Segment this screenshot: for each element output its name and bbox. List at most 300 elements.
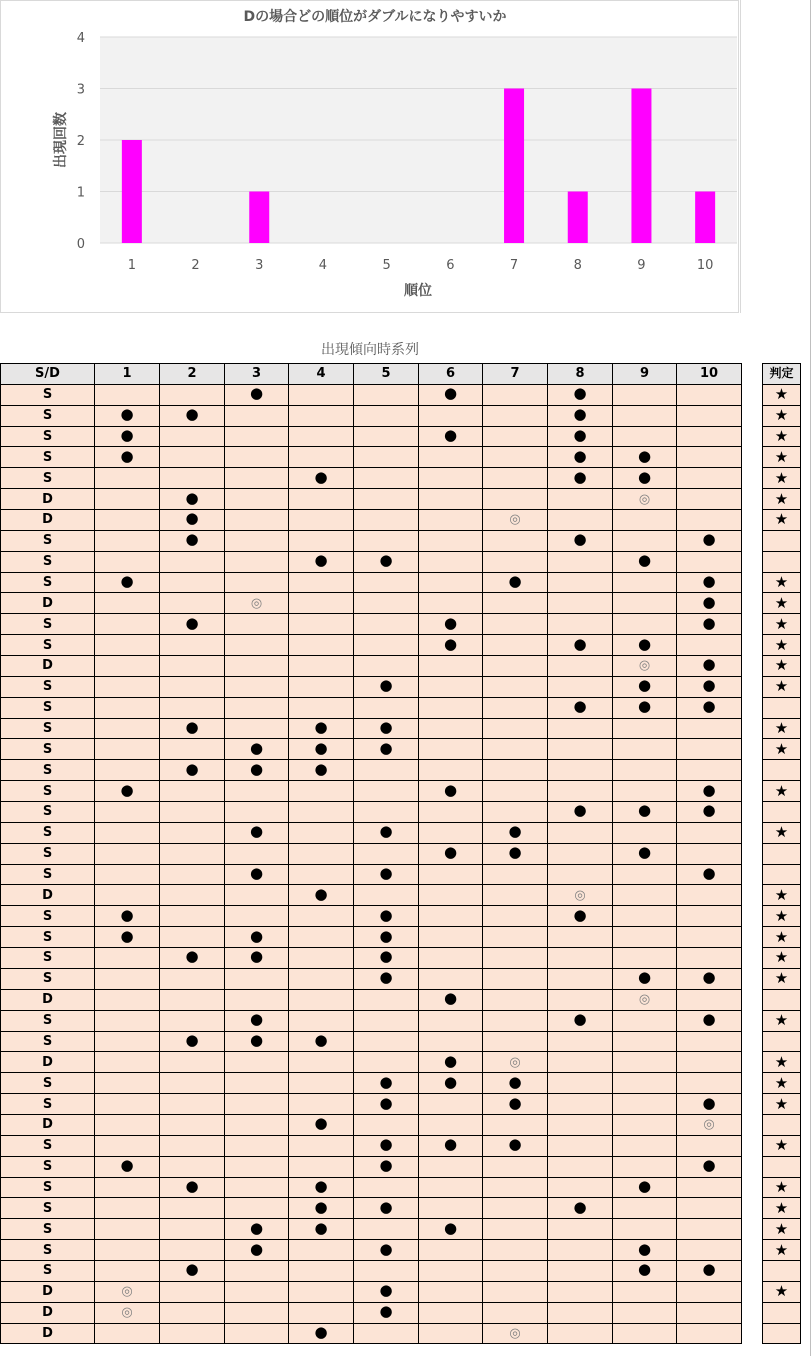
star-icon: ★: [774, 1198, 789, 1217]
header-rank: 9: [613, 364, 677, 385]
rank-cell: [225, 864, 289, 885]
table-row: [1, 656, 742, 677]
rank-cell: [225, 1094, 289, 1115]
rank-cell: [548, 656, 613, 677]
rank-cell: [225, 1219, 289, 1240]
dot-mark: ●: [249, 738, 264, 757]
rank-cell: [483, 968, 548, 989]
dot-mark: ●: [573, 530, 587, 549]
rank-cell: [613, 1052, 677, 1073]
header-rank: 6: [419, 364, 483, 385]
rank-cell: [613, 489, 677, 510]
rank-cell: [289, 1281, 354, 1302]
dot-mark: ●: [637, 801, 652, 820]
dot-mark: ●: [573, 634, 587, 653]
rank-cell: [225, 1135, 289, 1156]
header-rank: 10: [677, 364, 742, 385]
rank-cell: [419, 1052, 483, 1073]
star-icon: ★: [774, 677, 789, 696]
sd-cell: D: [1, 510, 95, 531]
rank-cell: [483, 510, 548, 531]
dot-mark: ●: [249, 864, 264, 883]
rank-cell: [419, 426, 483, 447]
rank-cell: [95, 510, 160, 531]
rank-cell: [677, 906, 742, 927]
sd-cell: S: [1, 781, 95, 802]
star-icon: ★: [774, 385, 789, 404]
star-icon: ★: [774, 593, 789, 612]
rank-cell: [225, 1240, 289, 1261]
chart-title: Dの場合どの順位がダブルになりやすいか: [243, 9, 507, 25]
rank-cell: [354, 1156, 419, 1177]
rank-cell: [483, 593, 548, 614]
rank-cell: [354, 1281, 419, 1302]
rank-cell: [613, 1031, 677, 1052]
rank-cell: [225, 885, 289, 906]
rank-cell: [677, 530, 742, 551]
rank-cell: [613, 760, 677, 781]
rank-cell: [354, 802, 419, 823]
rank-cell: [225, 822, 289, 843]
table-row: [1, 1094, 742, 1115]
dot-mark: ●: [702, 592, 716, 611]
rank-cell: [419, 593, 483, 614]
rank-cell: [289, 614, 354, 635]
rank-cell: [354, 968, 419, 989]
rank-cell: [419, 864, 483, 885]
x-tick-label: 8: [573, 258, 582, 273]
sd-cell: S: [1, 1177, 95, 1198]
sd-cell: S: [1, 718, 95, 739]
rank-cell: [677, 885, 742, 906]
rank-cell: [289, 1052, 354, 1073]
table-row: [1, 1219, 742, 1240]
table-row: [1, 718, 742, 739]
rank-cell: [225, 405, 289, 426]
rank-cell: [354, 927, 419, 948]
star-icon: ★: [774, 1240, 789, 1259]
rank-cell: [483, 551, 548, 572]
rank-cell: [483, 739, 548, 760]
rank-cell: [419, 1302, 483, 1323]
dot-mark: ●: [314, 718, 328, 737]
table-row: [1, 1073, 742, 1094]
rank-cell: [225, 989, 289, 1010]
rank-cell: [419, 781, 483, 802]
rank-cell: [95, 384, 160, 405]
rank-cell: [483, 1219, 548, 1240]
star-icon: ★: [774, 1052, 789, 1071]
rank-cell: [289, 426, 354, 447]
sd-cell: S: [1, 530, 95, 551]
rank-cell: [548, 447, 613, 468]
rank-cell: [613, 1281, 677, 1302]
star-icon: ★: [774, 781, 789, 800]
rank-cell: [160, 1052, 225, 1073]
rank-cell: [548, 1094, 613, 1115]
dot-mark: ●: [508, 1135, 522, 1154]
rank-cell: [289, 739, 354, 760]
star-icon: ★: [774, 510, 789, 529]
rank-cell: [95, 843, 160, 864]
rank-cell: [483, 447, 548, 468]
table-row: [1, 864, 742, 885]
dot-mark: ●: [120, 926, 134, 945]
rank-cell: [289, 885, 354, 906]
rank-cell: [354, 739, 419, 760]
rank-cell: [613, 676, 677, 697]
sd-cell: S: [1, 822, 95, 843]
judge-cell: [763, 551, 801, 572]
rank-cell: [95, 697, 160, 718]
rank-cell: [483, 426, 548, 447]
dot-mark: ●: [379, 718, 393, 737]
rank-cell: [613, 927, 677, 948]
judge-cell: [763, 530, 801, 551]
sd-cell: D: [1, 489, 95, 510]
table-row: [1, 426, 742, 447]
dot-mark: ●: [637, 446, 652, 465]
rank-cell: [354, 676, 419, 697]
double-mark: ◎: [250, 595, 263, 611]
rank-cell: [419, 697, 483, 718]
rank-cell: [95, 760, 160, 781]
rank-cell: [483, 1260, 548, 1281]
rank-cell: [354, 718, 419, 739]
rank-cell: [548, 1219, 613, 1240]
rank-cell: [613, 384, 677, 405]
rank-cell: [160, 384, 225, 405]
rank-cell: [548, 1073, 613, 1094]
dot-mark: ●: [379, 1072, 393, 1091]
judge-cell: [763, 781, 801, 802]
dot-mark: ●: [185, 1260, 199, 1279]
dot-mark: ●: [702, 572, 716, 591]
rank-cell: [225, 1281, 289, 1302]
rank-cell: [95, 426, 160, 447]
y-tick-label: 2: [76, 134, 85, 149]
rank-cell: [160, 1281, 225, 1302]
rank-cell: [354, 1260, 419, 1281]
dot-mark: ●: [637, 551, 652, 570]
sd-cell: S: [1, 760, 95, 781]
rank-cell: [419, 822, 483, 843]
rank-cell: [289, 468, 354, 489]
judge-cell: [763, 1323, 801, 1344]
rank-cell: [95, 1156, 160, 1177]
rank-cell: [677, 384, 742, 405]
rank-cell: [419, 739, 483, 760]
rank-cell: [95, 1198, 160, 1219]
dot-mark: ●: [249, 822, 264, 841]
rank-cell: [289, 1198, 354, 1219]
rank-cell: [677, 1094, 742, 1115]
sd-cell: S: [1, 426, 95, 447]
rank-cell: [95, 447, 160, 468]
rank-cell: [95, 781, 160, 802]
dot-mark: ●: [314, 1176, 328, 1195]
bar: [631, 89, 651, 244]
rank-cell: [354, 885, 419, 906]
rank-cell: [548, 885, 613, 906]
rank-cell: [548, 718, 613, 739]
rank-cell: [483, 906, 548, 927]
header-rank: 4: [289, 364, 354, 385]
sd-cell: S: [1, 551, 95, 572]
dot-mark: ●: [379, 968, 393, 987]
rank-cell: [289, 530, 354, 551]
rank-cell: [160, 1114, 225, 1135]
sd-cell: S: [1, 1073, 95, 1094]
rank-cell: [225, 1010, 289, 1031]
dot-mark: ●: [185, 759, 199, 778]
rank-cell: [677, 781, 742, 802]
sd-cell: S: [1, 968, 95, 989]
rank-cell: [613, 1302, 677, 1323]
rank-cell: [483, 405, 548, 426]
rank-cell: [677, 927, 742, 948]
dot-mark: ●: [443, 1218, 458, 1237]
bar: [122, 140, 142, 243]
rank-cell: [225, 593, 289, 614]
rank-cell: [548, 1260, 613, 1281]
rank-cell: [677, 822, 742, 843]
rank-cell: [677, 1156, 742, 1177]
dot-mark: ●: [120, 446, 134, 465]
rank-cell: [677, 1281, 742, 1302]
rank-cell: [548, 1198, 613, 1219]
rank-cell: [419, 1031, 483, 1052]
rank-cell: [613, 1094, 677, 1115]
rank-cell: [289, 1010, 354, 1031]
rank-cell: [160, 1177, 225, 1198]
rank-cell: [160, 1323, 225, 1344]
dot-mark: ●: [443, 1051, 458, 1070]
rank-cell: [95, 1260, 160, 1281]
dot-mark: ●: [637, 697, 652, 716]
dot-mark: ●: [443, 843, 458, 862]
table-row: [1, 989, 742, 1010]
rank-cell: [419, 1198, 483, 1219]
rank-cell: [289, 906, 354, 927]
rank-cell: [613, 739, 677, 760]
rank-cell: [677, 447, 742, 468]
rank-cell: [289, 822, 354, 843]
dot-mark: ●: [379, 676, 393, 695]
rank-cell: [289, 1073, 354, 1094]
sd-cell: S: [1, 676, 95, 697]
rank-cell: [677, 656, 742, 677]
rank-cell: [289, 927, 354, 948]
star-icon: ★: [774, 1073, 789, 1092]
rank-cell: [483, 989, 548, 1010]
table-row: [1, 697, 742, 718]
rank-cell: [677, 1073, 742, 1094]
rank-cell: [548, 781, 613, 802]
rank-cell: [95, 1281, 160, 1302]
rank-cell: [483, 1073, 548, 1094]
star-icon: ★: [774, 573, 789, 592]
rank-cell: [483, 1323, 548, 1344]
rank-cell: [613, 1114, 677, 1135]
rank-cell: [95, 1114, 160, 1135]
rank-cell: [613, 1219, 677, 1240]
rank-cell: [677, 864, 742, 885]
rank-cell: [160, 676, 225, 697]
judge-cell: [763, 1073, 801, 1094]
judge-header: 判定: [763, 364, 801, 385]
rank-cell: [160, 405, 225, 426]
rank-cell: [354, 1031, 419, 1052]
table-row: [1, 551, 742, 572]
table-row: [1, 384, 742, 405]
double-mark: ◎: [509, 1325, 521, 1341]
judge-cell: [763, 843, 801, 864]
bar: [504, 89, 524, 244]
table-row: [1, 1302, 742, 1323]
rank-cell: [613, 1177, 677, 1198]
judge-cell: [763, 864, 801, 885]
rank-cell: [483, 1198, 548, 1219]
rank-cell: [613, 781, 677, 802]
rank-cell: [548, 530, 613, 551]
rank-cell: [548, 1281, 613, 1302]
rank-cell: [613, 405, 677, 426]
dot-mark: ●: [637, 634, 652, 653]
rank-cell: [225, 1260, 289, 1281]
rank-cell: [160, 447, 225, 468]
rank-cell: [354, 1198, 419, 1219]
rank-cell: [95, 614, 160, 635]
rank-cell: [548, 1156, 613, 1177]
rank-cell: [225, 510, 289, 531]
x-tick-label: 10: [696, 258, 714, 273]
star-icon: ★: [774, 1094, 789, 1113]
dot-mark: ●: [443, 780, 458, 799]
sd-cell: S: [1, 1031, 95, 1052]
rank-cell: [289, 1114, 354, 1135]
sd-cell: S: [1, 1219, 95, 1240]
rank-cell: [160, 802, 225, 823]
rank-cell: [548, 906, 613, 927]
rank-cell: [354, 1135, 419, 1156]
dot-mark: ●: [379, 905, 393, 924]
double-mark: ◎: [509, 512, 521, 528]
rank-cell: [613, 510, 677, 531]
rank-cell: [677, 760, 742, 781]
rank-cell: [419, 510, 483, 531]
dot-mark: ●: [185, 530, 199, 549]
table-row: [1, 1281, 742, 1302]
rank-cell: [483, 676, 548, 697]
rank-cell: [677, 468, 742, 489]
judge-cell: [763, 405, 801, 426]
sd-cell: S: [1, 384, 95, 405]
rank-cell: [419, 968, 483, 989]
dot-mark: ●: [573, 1197, 587, 1216]
x-tick-label: 5: [382, 258, 391, 273]
rank-cell: [160, 1198, 225, 1219]
sd-cell: S: [1, 1094, 95, 1115]
rank-cell: [613, 1010, 677, 1031]
rank-cell: [548, 510, 613, 531]
rank-cell: [225, 468, 289, 489]
rank-cell: [483, 384, 548, 405]
dot-mark: ●: [314, 1030, 328, 1049]
judge-cell: [763, 489, 801, 510]
rank-cell: [354, 864, 419, 885]
judge-cell: [763, 739, 801, 760]
double-mark: ◎: [121, 1305, 133, 1321]
rank-cell: [289, 676, 354, 697]
rank-cell: [677, 989, 742, 1010]
rank-cell: [160, 426, 225, 447]
rank-cell: [354, 1323, 419, 1344]
rank-cell: [354, 1302, 419, 1323]
judge-cell: [763, 1052, 801, 1073]
rank-cell: [483, 843, 548, 864]
y-axis-label: 出現回数: [53, 112, 69, 168]
dot-mark: ●: [314, 738, 328, 757]
rank-cell: [419, 676, 483, 697]
rank-cell: [160, 864, 225, 885]
rank-cell: [289, 593, 354, 614]
judge-cell: [763, 468, 801, 489]
rank-cell: [548, 614, 613, 635]
star-icon: ★: [774, 406, 789, 425]
rank-cell: [95, 968, 160, 989]
star-icon: ★: [774, 1177, 789, 1196]
sd-cell: S: [1, 635, 95, 656]
rank-cell: [160, 718, 225, 739]
rank-cell: [95, 530, 160, 551]
rank-cell: [354, 426, 419, 447]
rank-cell: [160, 1240, 225, 1261]
rank-cell: [548, 802, 613, 823]
rank-cell: [289, 1031, 354, 1052]
rank-cell: [677, 1323, 742, 1344]
rank-cell: [95, 822, 160, 843]
x-tick-label: 7: [509, 258, 519, 273]
rank-cell: [677, 1177, 742, 1198]
rank-cell: [548, 489, 613, 510]
dot-mark: ●: [379, 1302, 393, 1321]
dot-mark: ●: [185, 947, 199, 966]
rank-cell: [289, 760, 354, 781]
rank-cell: [160, 843, 225, 864]
rank-cell: [289, 1323, 354, 1344]
dot-mark: ●: [573, 446, 587, 465]
judge-cell: [763, 1240, 801, 1261]
rank-cell: [677, 593, 742, 614]
rank-cell: [613, 426, 677, 447]
judge-cell: [763, 927, 801, 948]
rank-cell: [289, 718, 354, 739]
header-rank: 5: [354, 364, 419, 385]
rank-cell: [677, 676, 742, 697]
sd-cell: D: [1, 1052, 95, 1073]
rank-cell: [354, 1073, 419, 1094]
rank-cell: [419, 1240, 483, 1261]
rank-cell: [419, 802, 483, 823]
x-tick-label: 6: [446, 258, 455, 273]
table-row: [1, 614, 742, 635]
dot-mark: ●: [637, 1260, 652, 1279]
judge-cell: [763, 697, 801, 718]
dot-mark: ●: [185, 1030, 199, 1049]
table-row: [1, 1114, 742, 1135]
rank-cell: [289, 1240, 354, 1261]
